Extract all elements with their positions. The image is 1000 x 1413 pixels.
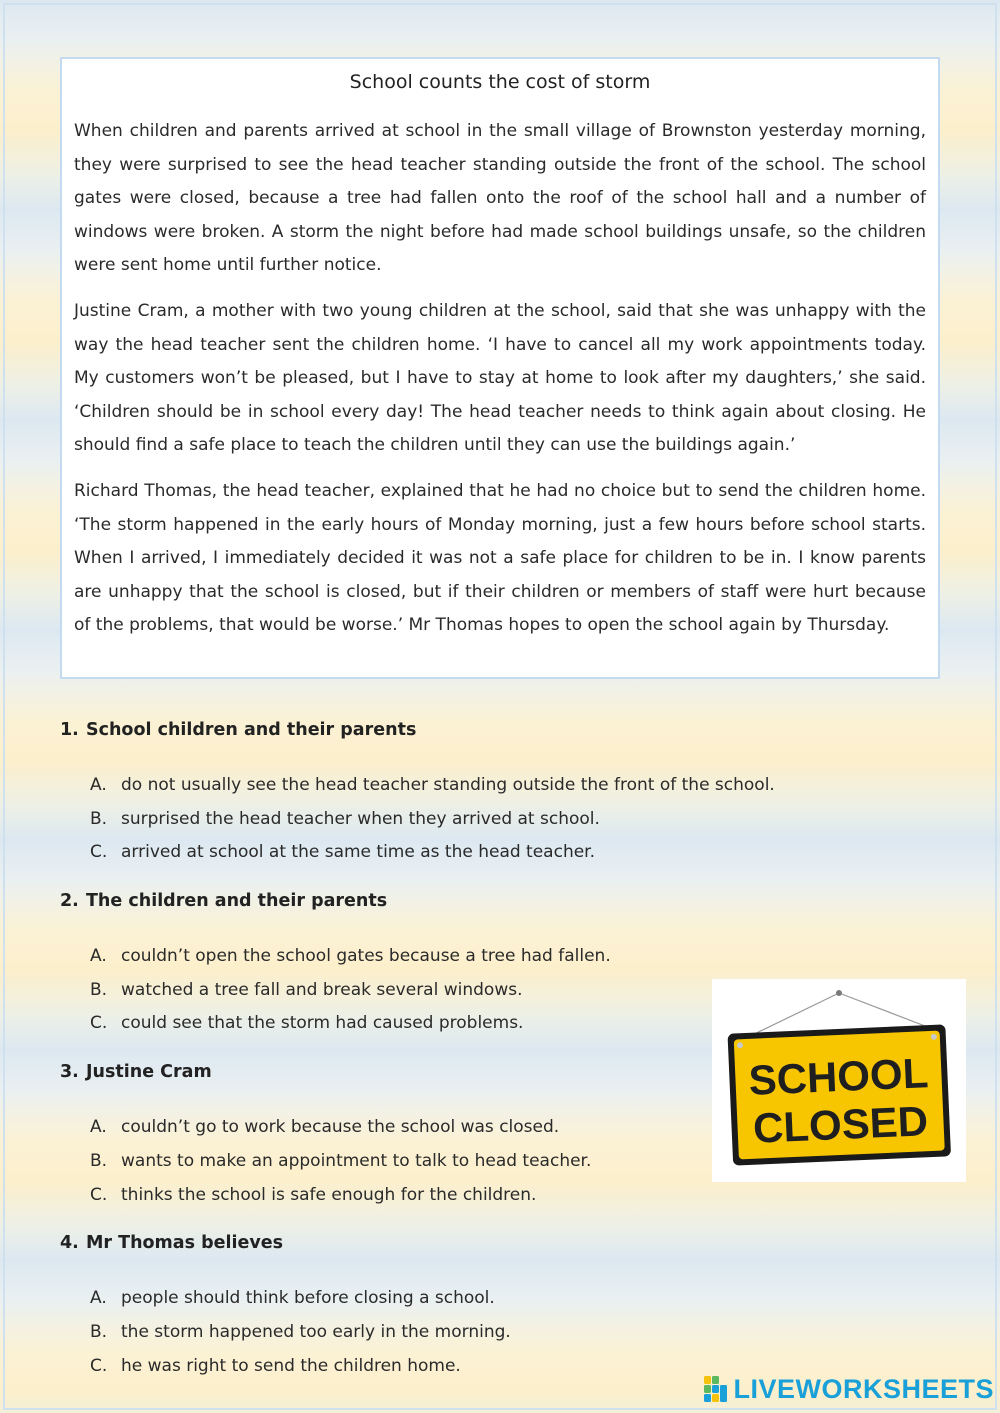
option-letter: A. (90, 775, 107, 795)
article-title: School counts the cost of storm (349, 71, 651, 93)
option-a[interactable] (90, 769, 960, 803)
option-text: do not usually see the head teacher standing outside the front of the school. (121, 775, 775, 795)
option-letter: B. (90, 979, 108, 1000)
question-number: 1. (60, 720, 79, 740)
option-letter: A. (90, 1117, 107, 1138)
question-4 (60, 1225, 960, 1383)
sign-line-2: CLOSED (752, 1097, 929, 1152)
option-letter: C. (90, 1355, 108, 1376)
sign-line-1: SCHOOL (747, 1049, 930, 1104)
option-letter: B. (90, 808, 108, 829)
school-closed-sign-image (712, 979, 966, 1182)
option-text: the storm happened too early in the morning. (121, 1321, 511, 1342)
option-letter: A. (90, 1288, 107, 1309)
question-1 (60, 712, 960, 870)
option-c[interactable] (90, 836, 960, 870)
question-text: School children and their parents (86, 720, 417, 740)
liveworksheets-logo[interactable] (704, 1373, 994, 1405)
option-text: surprised the head teacher when they arrived at school. (121, 808, 600, 829)
question-number: 2. (60, 891, 79, 912)
question-text: Justine Cram (86, 1062, 212, 1083)
option-letter: C. (90, 1013, 108, 1034)
school-closed-sign-graphic (712, 979, 966, 1182)
article-box (60, 57, 940, 679)
option-text: wants to make an appointment to talk to head teacher. (121, 1150, 592, 1171)
option-text: could see that the storm had caused problems. (121, 1013, 524, 1034)
option-letter: C. (90, 1184, 108, 1205)
option-b[interactable] (90, 803, 960, 837)
option-list (90, 1282, 960, 1383)
option-a[interactable] (90, 940, 960, 974)
question-number: 4. (60, 1233, 79, 1254)
option-letter: C. (90, 842, 108, 863)
liveworksheets-logo-icon (704, 1376, 728, 1402)
option-b[interactable] (90, 1316, 960, 1350)
question-number: 3. (60, 1062, 79, 1083)
option-text: arrived at school at the same time as the head teacher. (121, 842, 596, 863)
question-text: The children and their parents (86, 891, 388, 912)
option-letter: B. (90, 1150, 108, 1171)
question-stem (60, 883, 960, 919)
option-text: people should think before closing a school. (121, 1288, 495, 1309)
option-list (90, 769, 960, 870)
option-text: he was right to send the children home. (121, 1355, 461, 1376)
question-stem (60, 1225, 960, 1261)
sign-nail (836, 990, 842, 996)
option-text: couldn’t go to work because the school was closed. (121, 1117, 560, 1138)
option-a[interactable] (90, 1282, 960, 1316)
option-letter: A. (90, 946, 107, 967)
article-paragraph-1: When children and parents arrived at school in the small village of Brownston yesterday morning, they were surprised to see the head teacher standing outside the front of the school. The school gates were closed, because a tree had fallen onto the roof of the school hall and a number of windows were broken. A storm the night before had made school buildings unsafe, so the children were sent home until further notice. (74, 121, 926, 276)
option-text: watched a tree fall and break several windows. (121, 979, 523, 1000)
question-text: Mr Thomas believes (86, 1233, 284, 1254)
option-text: thinks the school is safe enough for the children. (121, 1184, 537, 1205)
article-paragraph-3: Richard Thomas, the head teacher, explained that he had no choice but to send the children home. ‘The storm happened in the early hours of Monday morning, just a few hours before school starts. When I arrived, I immediately decided it was not a safe place for children to be in. I know parents are unhappy that the school is closed, but if their children or members of staff were hurt because of the problems, that would be worse.’ Mr Thomas hopes to open the school again by Thursday. (74, 480, 926, 636)
option-letter: B. (90, 1321, 108, 1342)
option-text: couldn’t open the school gates because a tree had fallen. (121, 946, 611, 967)
option-c[interactable] (90, 1179, 960, 1213)
article-paragraph-2: Justine Cram, a mother with two young children at the school, said that she was unhappy with the way the head teacher sent the children home. ‘I have to cancel all my work appointments today. My customers won’t be pleased, but I have to stay at home to look after my daughters,’ she said. ‘Children should be in school every day! The head teacher needs to think again about closing. He should find a safe place to teach the children until they can use the buildings again.’ (74, 300, 926, 456)
question-stem (60, 712, 960, 748)
logo-text: LIVEWORKSHEETS (733, 1373, 994, 1404)
